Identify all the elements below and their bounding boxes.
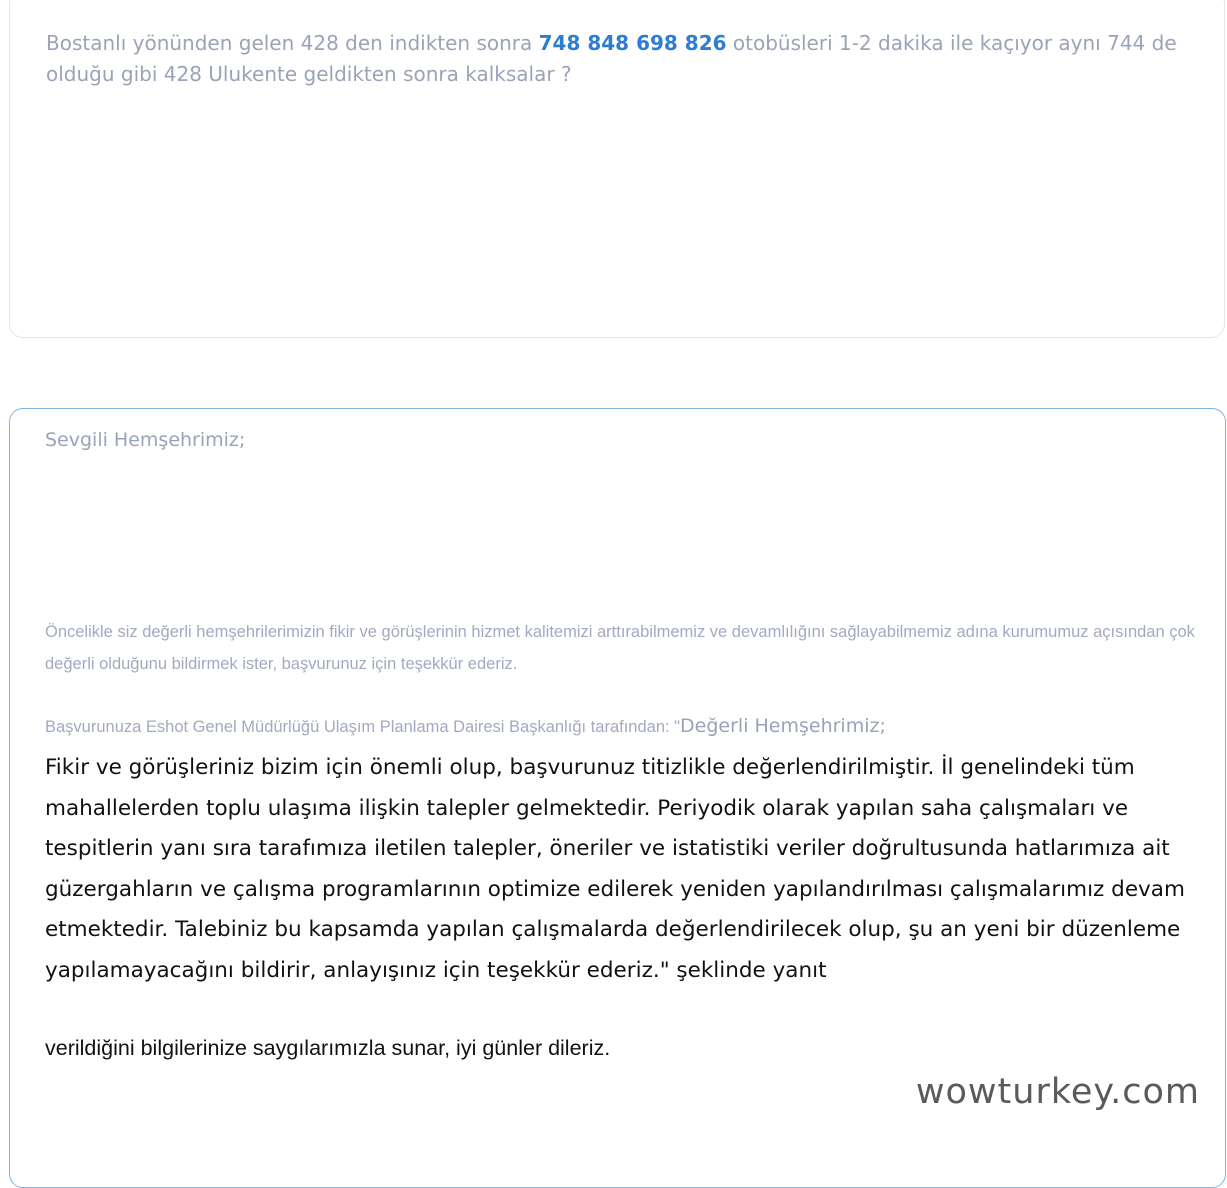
answer-card: [9, 408, 1226, 1188]
bus-numbers-highlight: 748 848 698 826: [538, 31, 727, 55]
watermark: wowturkey.com: [915, 1072, 1200, 1112]
question-text-before: Bostanlı yönünden gelen 428 den indikten sonra: [46, 31, 539, 55]
question-text: [46, 28, 1206, 90]
assessment-prefix: Başvurunuza Eshot Genel Müdürlüğü Ulaşım Planlama Dairesi Başkanlığı tarafından: ": [45, 718, 681, 736]
question-text-after: otobüsleri 1-2 dakika ile kaçıyor aynı 744 de olduğu gibi 428 Ulukente geldikten sonra kalksalar ?: [46, 31, 1177, 86]
question-card: [9, 0, 1225, 338]
answer-greeting: Sevgili Hemşehrimiz;: [45, 429, 246, 451]
answer-closing: verildiğini bilgilerinize saygılarımızla sunar, iyi günler dileriz.: [45, 1036, 611, 1060]
assessment-salutation: Değerli Hemşehrimiz;: [680, 715, 886, 737]
response-body: Fikir ve görüşleriniz bizim için önemli olup, başvurunuz titizlikle değerlendirilmiştir. İl genelindeki tüm mahallelerden toplu ulaşıma ilişkin talepler gelmektedir. Periyodik olarak yapılan saha çalışmaları ve tespitlerin yanı sıra tarafımıza iletilen talepler, öneriler ve istatistiki veriler doğrultusunda hatlarımıza ait güzergahların ve çalışma programlarının optimize edilerek yeniden yapılandırılması çalışmalarımız devam etmektedir. Talebiniz bu kapsamda yapılan çalışmalarda değerlendirilecek olup, şu an yeni bir düzenleme yapılamayacağını bildirir, anlayışınız için teşekkür ederiz." şeklinde yanıt: [45, 755, 1185, 983]
assessment-line: [45, 715, 1205, 737]
answer-intro: Öncelikle siz değerli hemşehrilerimizin fikir ve görüşlerinin hizmet kalitemizi arttırabilmemiz ve devamlılığını sağlayabilmemiz adına kurumumuz açısından çok değerli olduğunu bildirmek ister, başvurunuz için teşekkür ederiz.: [45, 623, 1195, 673]
